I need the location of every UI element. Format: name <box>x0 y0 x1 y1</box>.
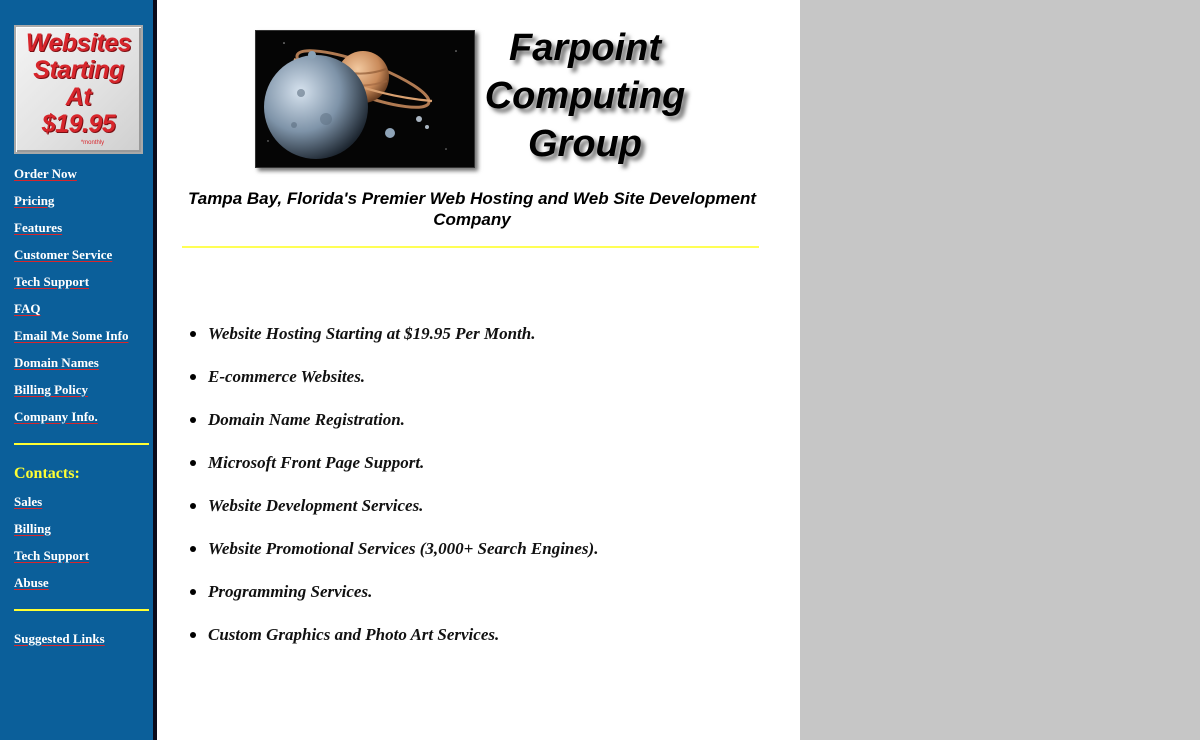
list-item <box>187 537 598 580</box>
bullet-icon <box>190 331 196 337</box>
nav-customer-service[interactable]: Customer Service <box>14 247 113 262</box>
sidebar <box>0 0 153 740</box>
service-text: Website Development Services. <box>208 496 424 515</box>
nav-pricing[interactable]: Pricing <box>14 193 55 208</box>
saturn-logo-image <box>255 30 475 168</box>
nav-features[interactable]: Features <box>14 220 63 235</box>
nav-faq[interactable]: FAQ <box>14 301 41 316</box>
services-list <box>187 322 598 666</box>
contact-sales[interactable]: Sales <box>14 494 43 509</box>
sidebar-divider <box>14 609 149 611</box>
promo-line: Starting <box>33 56 124 84</box>
promo-footnote: *monthly <box>80 140 105 146</box>
list-item <box>187 623 598 666</box>
bullet-icon <box>190 503 196 509</box>
contact-billing[interactable]: Billing <box>14 521 51 536</box>
bullet-icon <box>190 374 196 380</box>
promo-line: At <box>65 83 92 111</box>
tagline: Tampa Bay, Florida's Premier Web Hosting and Web Site Development Company <box>187 189 756 229</box>
service-text: Website Promotional Services (3,000+ Search Engines). <box>208 539 599 558</box>
bullet-icon <box>190 460 196 466</box>
service-text: Microsoft Front Page Support. <box>208 453 425 472</box>
suggested-nav <box>14 630 105 657</box>
service-text: Programming Services. <box>208 582 373 601</box>
service-text: Custom Graphics and Photo Art Services. <box>208 625 500 644</box>
company-name-line: Farpoint <box>509 27 661 69</box>
nav-suggested-links[interactable]: Suggested Links <box>14 631 105 646</box>
promo-line: Websites <box>25 29 132 57</box>
nav-domain-names[interactable]: Domain Names <box>14 355 99 370</box>
bullet-icon <box>190 417 196 423</box>
header-divider <box>182 246 759 248</box>
main-nav <box>14 165 128 435</box>
bullet-icon <box>190 632 196 638</box>
list-item <box>187 365 598 408</box>
list-item <box>187 451 598 494</box>
nav-email-info[interactable]: Email Me Some Info <box>14 328 129 343</box>
saturn-icon <box>256 31 474 167</box>
nav-company-info[interactable]: Company Info. <box>14 409 98 424</box>
contacts-nav <box>14 493 89 601</box>
service-text: Domain Name Registration. <box>208 410 405 429</box>
promo-price: $19.95 <box>41 110 116 138</box>
company-name <box>475 24 695 168</box>
sidebar-divider <box>14 443 149 445</box>
company-name-line: Group <box>528 123 642 165</box>
nav-billing-policy[interactable]: Billing Policy <box>14 382 89 397</box>
bullet-icon <box>190 546 196 552</box>
service-text: E-commerce Websites. <box>208 367 366 386</box>
list-item <box>187 322 598 365</box>
contact-abuse[interactable]: Abuse <box>14 575 49 590</box>
list-item <box>187 580 598 623</box>
service-text: Website Hosting Starting at $19.95 Per Month. <box>208 324 536 343</box>
nav-tech-support[interactable]: Tech Support <box>14 274 90 289</box>
main-content <box>157 0 800 740</box>
list-item <box>187 408 598 451</box>
contact-tech-support[interactable]: Tech Support <box>14 548 90 563</box>
nav-order-now[interactable]: Order Now <box>14 166 77 181</box>
bullet-icon <box>190 589 196 595</box>
contacts-heading: Contacts: <box>14 465 80 482</box>
promo-badge[interactable] <box>14 25 143 154</box>
list-item <box>187 494 598 537</box>
company-name-line: Computing <box>484 75 686 117</box>
